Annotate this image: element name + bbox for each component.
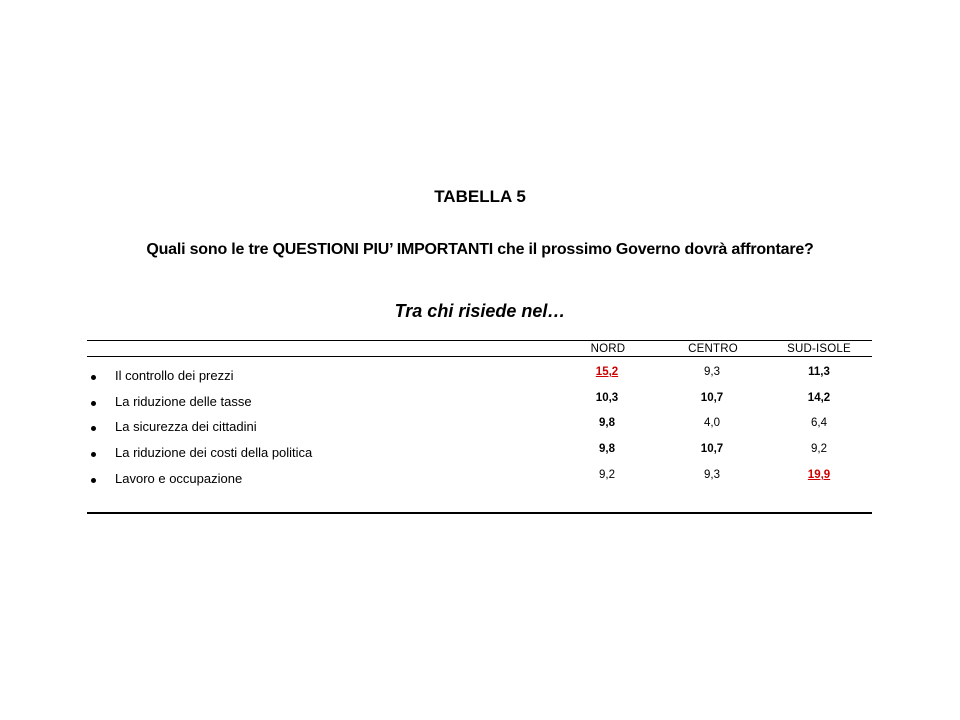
bullet-icon	[91, 401, 96, 406]
row-label: La riduzione dei costi della politica	[115, 445, 313, 460]
table-row	[0, 392, 960, 412]
bullet-icon	[91, 452, 96, 457]
table-cell-nord: 15,2	[595, 366, 619, 378]
table-cell-nord: 9,8	[599, 443, 615, 455]
table-cell-sud-isole: 11,3	[808, 366, 830, 378]
row-label: Il controllo dei prezzi	[115, 368, 234, 383]
table-cell-centro: 9,3	[704, 469, 720, 481]
table-cell-centro: 10,7	[700, 392, 724, 404]
table-cell-nord: 9,2	[599, 469, 615, 481]
table-cell-sud-isole: 6,4	[811, 417, 827, 429]
table-top-rule	[87, 340, 872, 341]
bullet-icon	[91, 375, 96, 380]
column-header-centro: CENTRO	[688, 343, 738, 355]
table-cell-sud-isole: 14,2	[807, 392, 831, 404]
table-cell-nord: 10,3	[595, 392, 619, 404]
table-cell-sud-isole: 9,2	[811, 443, 827, 455]
table-title: TABELLA 5	[434, 187, 526, 206]
table-header-rule	[87, 356, 872, 357]
row-label: La riduzione delle tasse	[115, 394, 252, 409]
table-bottom-rule	[87, 512, 872, 514]
bullet-icon	[91, 478, 96, 483]
bullet-icon	[91, 426, 96, 431]
table-cell-centro: 9,3	[704, 366, 720, 378]
survey-question: Quali sono le tre QUESTIONI PIU’ IMPORTANTI che il prossimo Governo dovrà affrontare?	[146, 241, 814, 258]
column-header-nord: NORD	[590, 343, 626, 355]
table-cell-centro: 4,0	[704, 417, 720, 429]
table-row	[0, 443, 960, 463]
row-label: La sicurezza dei cittadini	[115, 419, 257, 434]
column-header-sud-isole: SUD-ISOLE	[787, 343, 851, 355]
table-cell-sud-isole: 19,9	[807, 469, 831, 481]
table-row	[0, 366, 960, 386]
table-row	[0, 469, 960, 489]
row-label: Lavoro e occupazione	[115, 471, 243, 486]
table-row	[0, 417, 960, 437]
table-subtitle: Tra chi risiede nel…	[394, 301, 566, 321]
table-cell-nord: 9,8	[599, 417, 615, 429]
table-cell-centro: 10,7	[700, 443, 724, 455]
